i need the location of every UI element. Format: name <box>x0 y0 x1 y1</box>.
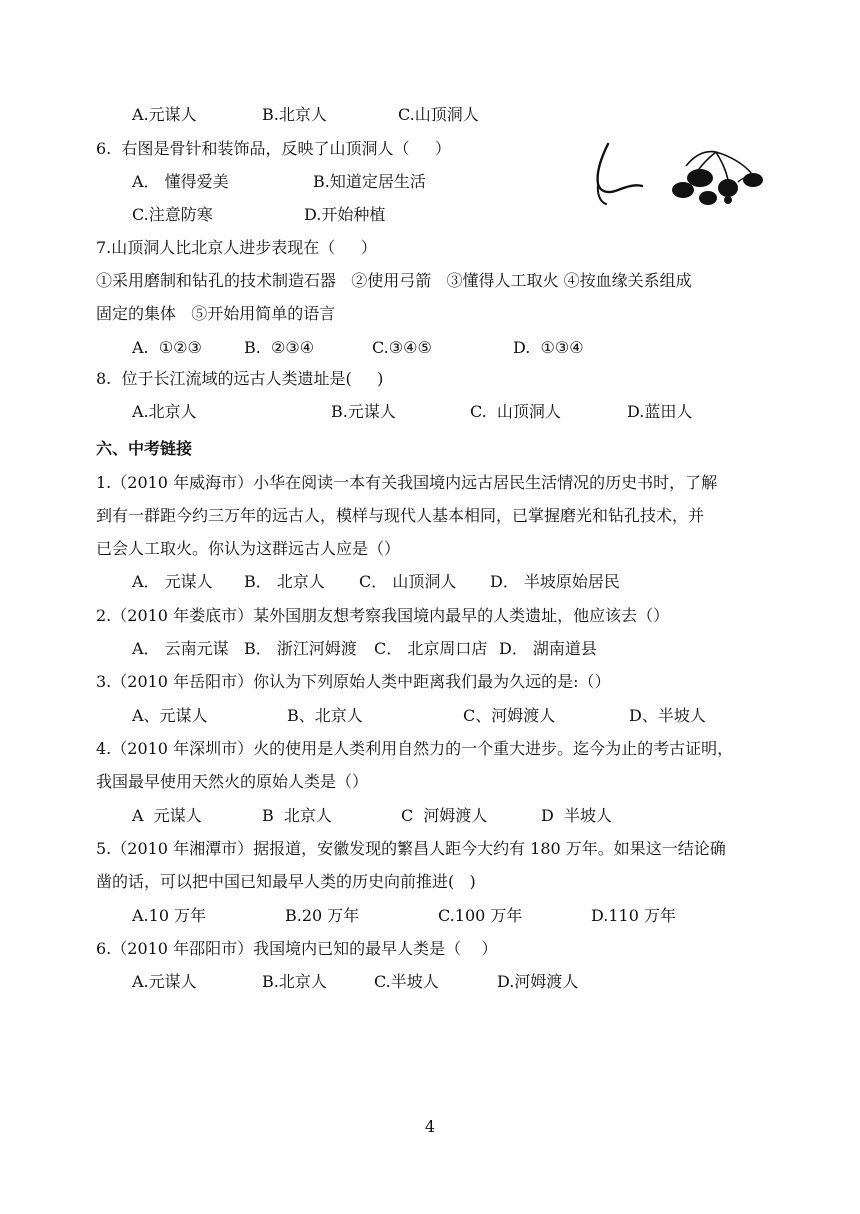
exam-q2-option-c: C． 北京周口店 <box>374 639 488 658</box>
q8-option-b: B.元谋人 <box>331 402 396 421</box>
exam-q6-option-d: D.河姆渡人 <box>497 972 579 991</box>
q6-option-d: D.开始种植 <box>304 205 386 224</box>
exam-q5-option-c: C.100 万年 <box>438 906 523 925</box>
q6-option-b: B.知道定居生活 <box>313 172 426 191</box>
exam-q1-line2: 到有一群距今约三万年的远古人，模样与现代人基本相同，已掌握磨光和钻孔技术，并 <box>96 506 705 525</box>
exam-q5-line1: 5.（2010 年湘潭市）据报道，安徽发现的繁昌人距今大约有 180 万年。如果这一结论确 <box>96 839 726 858</box>
exam-q1-option-b: B． 北京人 <box>244 572 325 591</box>
exam-q4-option-c: C 河姆渡人 <box>401 806 488 825</box>
exam-q1-option-d: D． 半坡原始居民 <box>490 572 620 591</box>
q7-option-d: D. ①③④ <box>513 338 584 357</box>
q8-option-c: C. 山顶洞人 <box>470 402 561 421</box>
q6-stem: 6. 右图是骨针和装饰品，反映了山顶洞人（ ） <box>96 139 451 158</box>
exam-q5-line2: 凿的话，可以把中国已知最早人类的历史向前推进( ) <box>96 872 476 891</box>
exam-q6-option-a: A.元谋人 <box>132 972 197 991</box>
q7-statements-line2: 固定的集体 ⑤开始用简单的语言 <box>96 304 336 323</box>
q7-statements-line1: ①采用磨制和钻孔的技术制造石器 ②使用弓箭 ③懂得人工取火 ④按血缘关系组成 <box>96 271 692 290</box>
q6-option-a: A． 懂得爱美 <box>132 172 229 191</box>
page-number: 4 <box>424 1117 436 1136</box>
exam-q2-option-a: A． 云南元谋 <box>132 639 229 658</box>
q8-option-a: A.北京人 <box>132 402 197 421</box>
exam-q6-option-c: C.半坡人 <box>374 972 439 991</box>
q5-option-c: C.山顶洞人 <box>398 105 479 124</box>
exam-q3-option-d: D、半坡人 <box>629 706 706 725</box>
exam-q3-option-c: C、河姆渡人 <box>463 706 556 725</box>
exam-q1-line1: 1.（2010 年威海市）小华在阅读一本有关我国境内远古居民生活情况的历史书时，了解 <box>96 473 718 492</box>
q8-option-d: D.蓝田人 <box>627 402 693 421</box>
exam-q3-option-a: A、元谋人 <box>132 706 208 725</box>
q5-option-a: A.元谋人 <box>132 105 197 124</box>
exam-q5-option-d: D.110 万年 <box>591 906 676 925</box>
exam-q5-option-b: B.20 万年 <box>285 906 360 925</box>
exam-q1-option-a: A． 元谋人 <box>132 572 213 591</box>
exam-q1-line3: 已会人工取火。你认为这群远古人应是（） <box>96 539 401 558</box>
exam-q2-option-d: D． 湖南道县 <box>499 639 597 658</box>
q6-option-c: C.注意防寒 <box>132 205 213 224</box>
q7-option-c: C.③④⑤ <box>372 338 432 357</box>
q7-stem: 7.山顶洞人比北京人进步表现在（ ） <box>96 238 377 257</box>
exam-q5-option-a: A.10 万年 <box>132 906 207 925</box>
bone-needle-and-ornaments-icon <box>588 138 784 216</box>
section-title: 六、中考链接 <box>96 439 193 458</box>
exam-q6-line1: 6.（2010 年邵阳市）我国境内已知的最早人类是（ ） <box>96 939 498 958</box>
exam-q4-option-d: D 半坡人 <box>541 806 613 825</box>
exam-q3-line1: 3.（2010 年岳阳市）你认为下列原始人类中距离我们最为久远的是:（） <box>96 672 611 691</box>
exam-q6-option-b: B.北京人 <box>262 972 327 991</box>
exam-q3-option-b: B、北京人 <box>287 706 363 725</box>
q7-option-a: A. ①②③ <box>132 338 202 357</box>
exam-q1-option-c: C． 山顶洞人 <box>359 572 457 591</box>
exam-q4-option-a: A 元谋人 <box>132 806 202 825</box>
q5-option-b: B.北京人 <box>262 105 327 124</box>
exam-q4-line2: 我国最早使用天然火的原始人类是（） <box>96 772 369 791</box>
exam-q2-line1: 2.（2010 年娄底市）某外国朋友想考察我国境内最早的人类遗址，他应该去（） <box>96 606 670 625</box>
q8-stem: 8. 位于长江流域的远古人类遗址是( ) <box>96 369 384 388</box>
exam-q4-line1: 4.（2010 年深圳市）火的使用是人类利用自然力的一个重大进步。迄今为止的考古证明， <box>96 739 734 758</box>
exam-q4-option-b: B 北京人 <box>262 806 332 825</box>
exam-q2-option-b: B． 浙江河姆渡 <box>244 639 357 658</box>
q7-option-b: B. ②③④ <box>244 338 315 357</box>
